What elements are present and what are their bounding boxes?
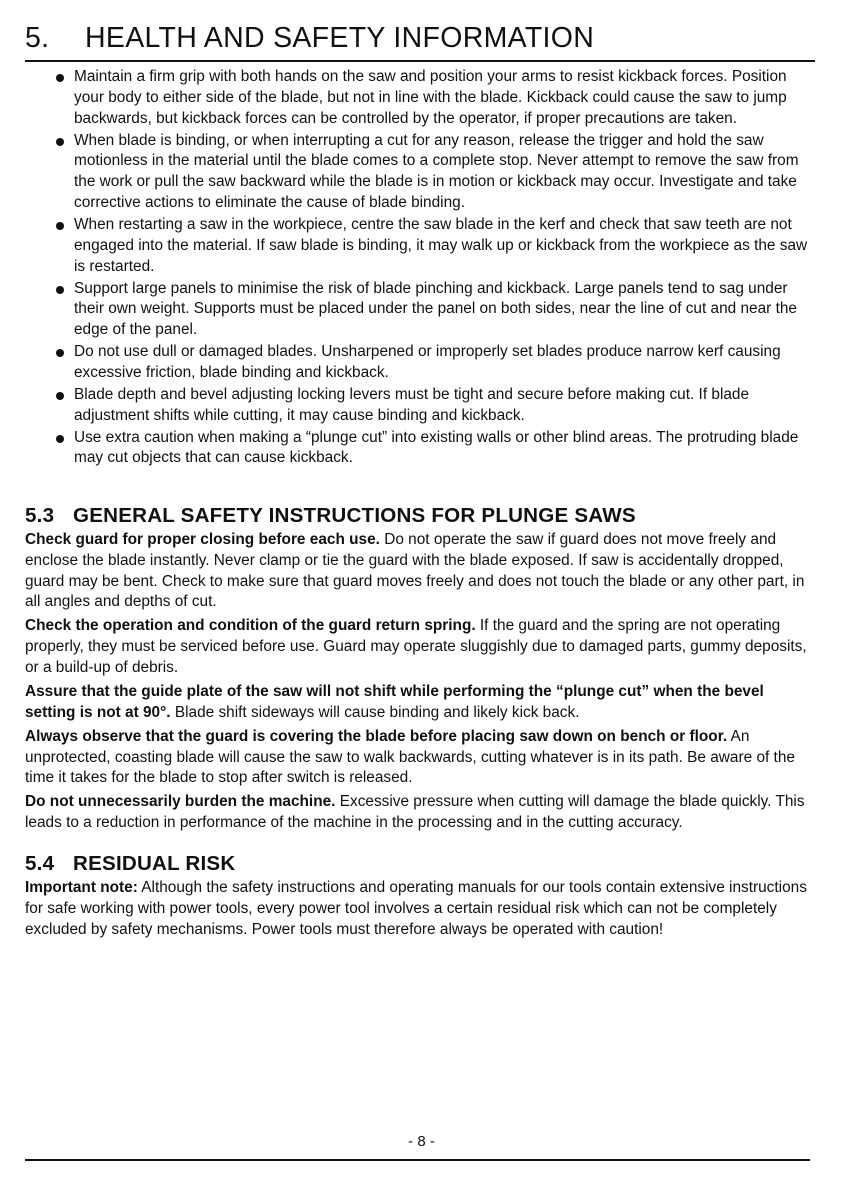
bullet-icon	[56, 138, 64, 146]
footer-divider	[25, 1159, 810, 1161]
paragraph-text: If the guard and the spring are not operating properly, they must be serviced before use. Guard may operate sluggishly due to damaged parts, gummy deposits, or a build-up of debris.	[25, 617, 807, 676]
paragraph	[25, 616, 815, 678]
bullet-text: When restarting a saw in the workpiece, centre the saw blade in the kerf and check that saw teeth are not engaged into the material. If saw blade is binding, it may walk up or kickback from the workpiece as the saw is restarted.	[74, 215, 808, 275]
paragraph-text: Excessive pressure when cutting will damage the blade quickly. This leads to a reduction in performance of the machine in the processing and in the cutting accuracy.	[25, 793, 805, 832]
paragraph	[25, 530, 815, 613]
section-heading	[25, 850, 815, 878]
bullet-text: Blade depth and bevel adjusting locking levers must be tight and secure before making cut. If blade adjustment shifts while cutting, it may cause binding and kickback.	[74, 385, 750, 424]
section-general-safety	[25, 502, 815, 837]
paragraph-text: Although the safety instructions and operating manuals for our tools contain extensive instructions for safe working with power tools, every power tool involves a certain residual risk which can not be completely excluded by safety mechanisms. Power tools must therefore always be operated with caution!	[25, 879, 807, 938]
paragraph-lead: Check the operation and condition of the guard return spring.	[25, 617, 476, 635]
bullet-icon	[56, 286, 64, 294]
section-title: HEALTH AND SAFETY INFORMATION	[85, 22, 595, 54]
bullet-text: Support large panels to minimise the risk of blade pinching and kickback. Large panels tend to sag under their own weight. Supports must be placed under the panel on both sides, near the line of cut and near the edge of the panel.	[74, 279, 797, 339]
section-heading-number: 5.3	[25, 504, 55, 527]
bullet-text: When blade is binding, or when interrupting a cut for any reason, release the trigger and hold the saw motionless in the material until the blade comes to a complete stop. Never attempt to remove the saw from the work or pull the saw backward while the blade is in motion or kickback may occur. Investigate and take corrective actions to eliminate the cause of blade binding.	[74, 131, 799, 211]
section-heading	[25, 502, 815, 530]
paragraph-lead: Always observe that the guard is covering the blade before placing saw down on bench or floor.	[25, 727, 728, 745]
bullet-icon	[56, 392, 64, 400]
section-heading-title: GENERAL SAFETY INSTRUCTIONS FOR PLUNGE SAWS	[73, 504, 636, 527]
bullet-text: Do not use dull or damaged blades. Unsharpened or improperly set blades produce narrow kerf causing excessive friction, blade binding and kickback.	[74, 343, 781, 381]
bullet-text: Maintain a firm grip with both hands on the saw and position your arms to resist kickback forces. Position your body to either side of the blade, but not in line with the blade. Kickback could cause the saw to jump backwards, but kickback forces can be controlled by the operator, if proper precautions are taken.	[74, 68, 787, 127]
paragraph	[25, 792, 815, 834]
bullet-text: Use extra caution when making a “plunge cut” into existing walls or other blind areas. The protruding blade may cut objects that can cause kickback.	[74, 428, 799, 467]
paragraph	[25, 727, 815, 789]
paragraph-text: Do not operate the saw if guard does not move freely and enclose the blade instantly. Never clamp or tie the guard with the blade exposed. If saw is accidentally dropped, guard may be bent. Check to make sure that guard moves freely and does not touch the blade or any other part, in all angles and depths of cut.	[25, 531, 805, 611]
list-item	[48, 342, 812, 384]
list-item	[48, 385, 812, 427]
bullet-icon	[56, 435, 64, 443]
list-item	[48, 67, 812, 129]
page-title	[25, 18, 815, 62]
paragraph	[25, 878, 815, 940]
paragraph-lead: Assure that the guide plate of the saw will not shift while performing the “plunge cut” when the bevel setting is not at 90°.	[25, 682, 764, 721]
bullet-icon	[56, 222, 64, 230]
paragraph-lead: Do not unnecessarily burden the machine.	[25, 793, 336, 811]
paragraph-lead: Important note:	[25, 879, 138, 896]
section-number: 5.	[25, 22, 50, 54]
page-number: - 8 -	[408, 1133, 435, 1150]
section-residual-risk	[25, 850, 815, 944]
section-heading-title: RESIDUAL RISK	[73, 852, 236, 875]
paragraph-text: An unprotected, coasting blade will cause the saw to walk backwards, cutting whatever is in its path. Be aware of the time it takes for the blade to stop after switch is released.	[25, 727, 795, 787]
section-heading-number: 5.4	[25, 852, 55, 875]
paragraph-text: Blade shift sideways will cause binding and likely kick back.	[170, 703, 580, 721]
safety-bullet-list	[48, 67, 812, 470]
bullet-icon	[56, 74, 64, 82]
paragraph	[25, 682, 815, 724]
paragraph-lead: Check guard for proper closing before each use.	[25, 531, 380, 548]
list-item	[48, 279, 812, 341]
list-item	[48, 428, 812, 470]
bullet-icon	[56, 349, 64, 357]
list-item	[48, 215, 812, 277]
list-item	[48, 131, 812, 214]
